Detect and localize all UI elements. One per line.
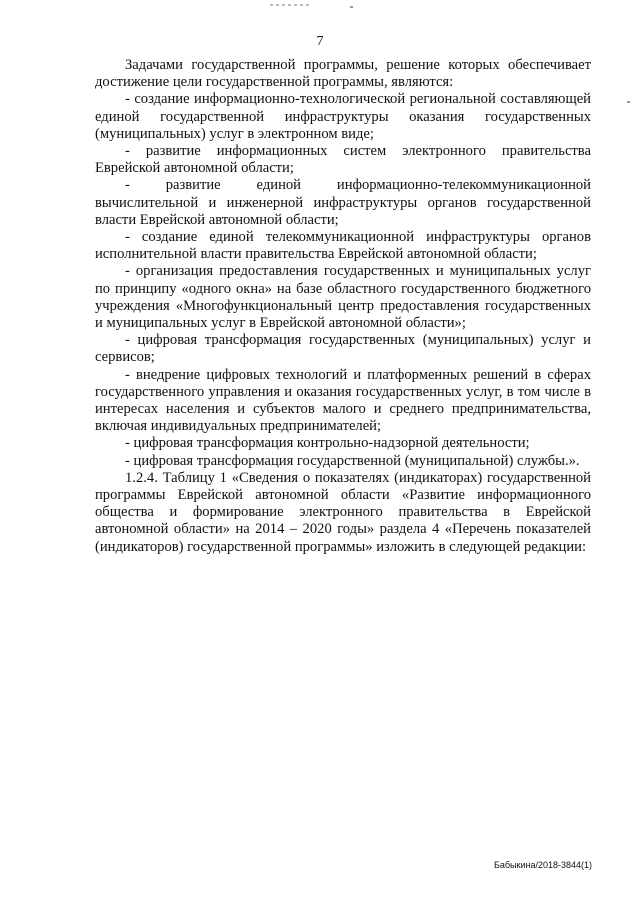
paragraph: 1.2.4. Таблицу 1 «Сведения о показателях (индикаторах) государственной программы Еврейской автономной области «Развитие информационного общества и формирование электронного правительства в Еврейской автономной области» на 2014 – 2020 годы» раздела 4 «Перечень показателей (индикаторов) государственной программы» изложить в следующей редакции: [95,469,591,555]
document-body [95,57,591,556]
list-item: - цифровая трансформация контрольно-надзорной деятельности; [125,435,530,452]
footer-reference: Бабыкина/2018-3844(1) [493,860,592,870]
scan-artifact-dot [350,6,353,8]
list-item: - цифровая трансформация государственных (муниципальных) услуг и сервисов; [95,332,591,366]
list-item: - цифровая трансформация государственной (муниципальной) службы.». [125,452,580,469]
list-item: - развитие единой информационно-телекоммуникационной вычислительной и инженерной инфраструктуры органов государственной власти Еврейской автономной области; [95,177,591,228]
list-item: - внедрение цифровых технологий и платформенных решений в сферах государственного управления и оказания государственных услуг, в том числе в интересах населения и субъектов малого и среднего предпринимательства, включая индивидуальных предпринимателей; [95,366,591,435]
list-item: - создание единой телекоммуникационной инфраструктуры органов исполнительной власти правительства Еврейской автономной области; [95,229,591,263]
paragraph: Задачами государственной программы, решение которых обеспечивает достижение цели государственной программы, являются: [95,57,591,91]
list-item: - создание информационно-технологической региональной составляющей единой государственной инфраструктуры оказания государственных (муниципальных) услуг в электронном виде; [95,91,591,142]
scan-artifact-dot [627,101,630,103]
list-item: - организация предоставления государственных и муниципальных услуг по принципу «одного окна» на базе областного государственного бюджетного учреждения «Многофункциональный центр предоставления государственных и муниципальных услуг в Еврейской автономной области»; [95,263,591,332]
page-number: 7 [316,34,324,49]
scan-artifact [270,4,310,6]
list-item: - развитие информационных систем электронного правительства Еврейской автономной области; [95,143,591,177]
